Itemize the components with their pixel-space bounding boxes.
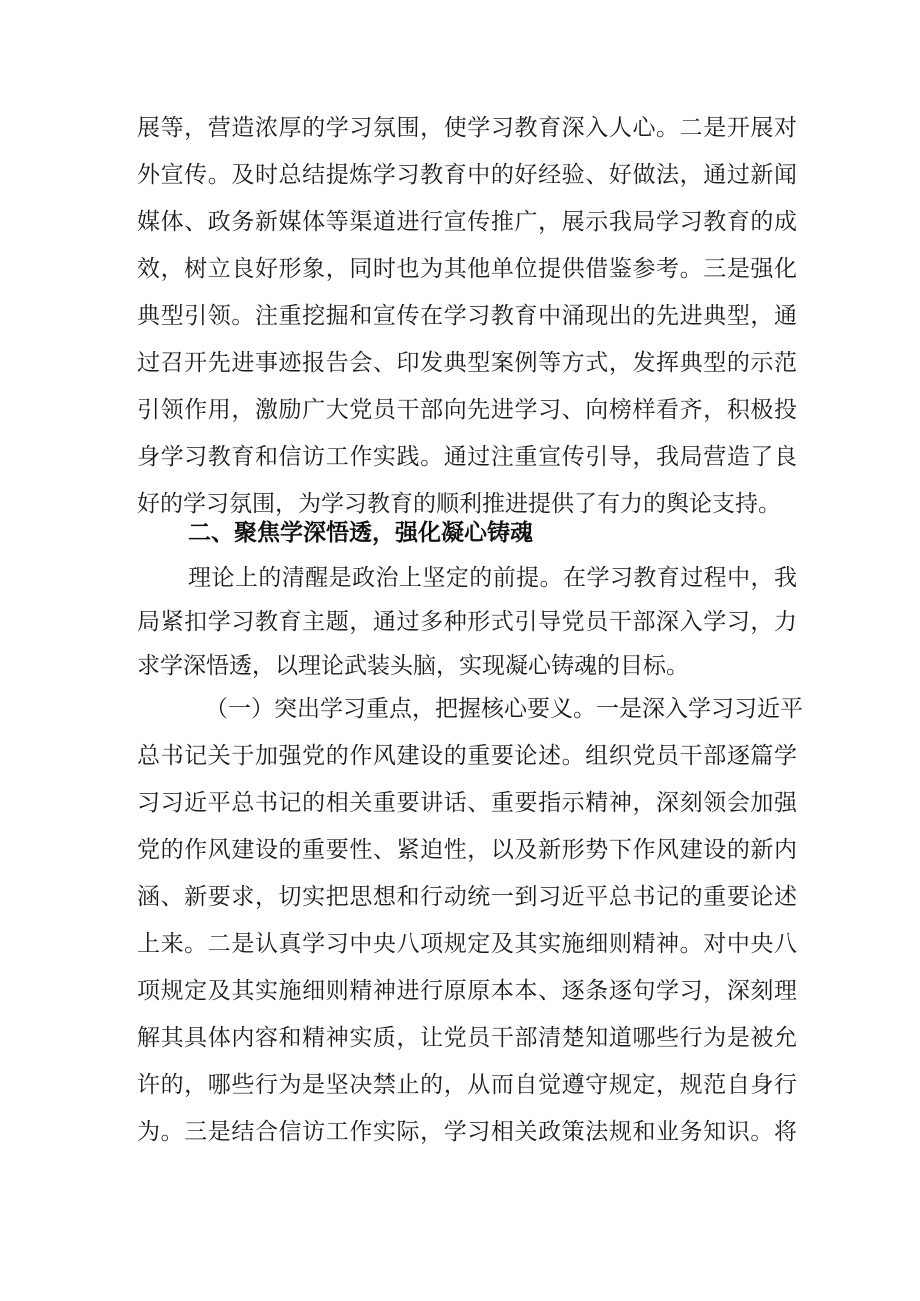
body-text-line: 许的，哪些行为是坚决禁止的，从而自觉遵守规定，规范自身行 [137, 1072, 797, 1098]
body-text-line: 引领作用，激励广大党员干部向先进学习、向榜样看齐，积极投 [137, 397, 797, 423]
body-text-line: 好的学习氛围，为学习教育的顺利推进提供了有力的舆论支持。 [137, 491, 781, 517]
body-text-line: 外宣传。及时总结提炼学习教育中的好经验、好做法，通过新闻 [137, 162, 797, 188]
body-text-line: 过召开先进事迹报告会、印发典型案例等方式，发挥典型的示范 [137, 350, 797, 376]
body-text-line: 为。三是结合信访工作实际，学习相关政策法规和业务知识。将 [137, 1119, 797, 1145]
body-text-line: 理论上的清醒是政治上坚定的前提。在学习教育过程中，我 [188, 565, 797, 591]
body-text-line: 身学习教育和信访工作实践。通过注重宣传引导，我局营造了良 [137, 444, 797, 470]
body-text-line: 展等，营造浓厚的学习氛围，使学习教育深入人心。二是开展对 [137, 115, 797, 141]
body-text-line: 媒体、政务新媒体等渠道进行宣传推广，展示我局学习教育的成 [137, 209, 797, 235]
body-text-line: 求学深悟透，以理论武装头脑，实现凝心铸魂的目标。 [137, 653, 689, 679]
section-heading: 二、聚焦学深悟透，强化凝心铸魂 [188, 520, 533, 546]
body-text-line: 解其具体内容和精神实质，让党员干部清楚知道哪些行为是被允 [137, 1025, 797, 1051]
body-text-line: 项规定及其实施细则精神进行原原本本、逐条逐句学习，深刻理 [137, 978, 797, 1004]
body-text-line: 总书记关于加强党的作风建设的重要论述。组织党员干部逐篇学 [137, 743, 797, 769]
body-text-line: 效，树立良好形象，同时也为其他单位提供借鉴参考。三是强化 [137, 256, 797, 282]
body-text-line: 上来。二是认真学习中央八项规定及其实施细则精神。对中央八 [137, 931, 797, 957]
body-text-line: （一）突出学习重点，把握核心要义。一是深入学习习近平 [205, 696, 803, 722]
body-text-line: 党的作风建设的重要性、紧迫性，以及新形势下作风建设的新内 [137, 837, 797, 863]
body-text-line: 典型引领。注重挖掘和宣传在学习教育中涌现出的先进典型，通 [137, 303, 797, 329]
body-text-line: 局紧扣学习教育主题，通过多种形式引导党员干部深入学习，力 [137, 609, 797, 635]
body-text-line: 涵、新要求，切实把思想和行动统一到习近平总书记的重要论述 [137, 884, 797, 910]
body-text-line: 习习近平总书记的相关重要讲话、重要指示精神，深刻领会加强 [137, 790, 797, 816]
